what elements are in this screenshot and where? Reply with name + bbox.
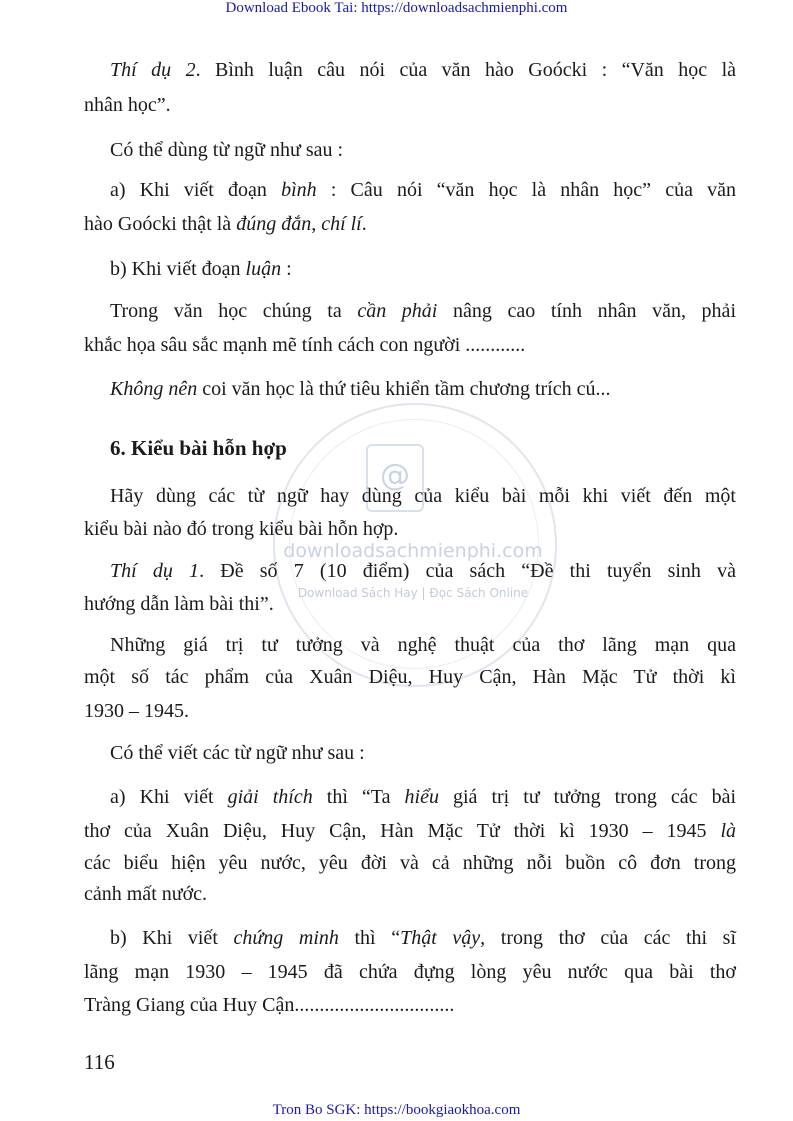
paragraph-line: Hãy dùng các từ ngữ hay dùng của kiểu bài mỗi khi viết đến một — [110, 485, 736, 507]
paragraph-line: kiểu bài nào đó trong kiểu bài hỗn hợp. — [84, 518, 399, 540]
paragraph-line: hào Goócki thật là đúng đắn, chí lí. — [84, 213, 367, 235]
section-heading: 6. Kiểu bài hỗn hợp — [110, 436, 287, 460]
paragraph-line: b) Khi viết đoạn luận : — [110, 258, 292, 280]
paragraph-line: Thí dụ 1. Đề số 7 (10 điểm) của sách “Đề thi tuyển sinh và — [110, 560, 736, 582]
paragraph-line: Có thể dùng từ ngữ như sau : — [110, 139, 344, 161]
paragraph-line: thơ của Xuân Diệu, Huy Cận, Hàn Mặc Tử thời kì 1930 – 1945 là — [84, 820, 736, 842]
book-at-icon: @ — [366, 444, 424, 512]
paragraph-line: khắc họa sâu sắc mạnh mẽ tính cách con người ............ — [84, 334, 526, 356]
paragraph-line: a) Khi viết giải thích thì “Ta hiểu giá trị tư tưởng trong các bài — [110, 786, 737, 808]
paragraph-line: nhân học”. — [84, 94, 171, 116]
watermark-tagline: Download Sách Hay | Đọc Sách Online — [297, 586, 529, 600]
paragraph-line: Có thể viết các từ ngữ như sau : — [110, 742, 365, 764]
paragraph-line: b) Khi viết chứng minh thì “Thật vậy, trong thơ của các thi sĩ — [110, 927, 736, 949]
paragraph-line: hướng dẫn làm bài thi”. — [84, 593, 274, 615]
paragraph-line: Thí dụ 2. Bình luận câu nói của văn hào Goócki : “Văn học là — [110, 59, 736, 81]
paragraph-line: 1930 – 1945. — [84, 700, 189, 722]
page-footer-link[interactable]: Tron Bo SGK: https://bookgiaokhoa.com — [272, 1102, 521, 1118]
paragraph-line: a) Khi viết đoạn bình : Câu nói “văn học là nhân học” của văn — [110, 179, 737, 201]
page-number: 116 — [84, 1050, 115, 1074]
paragraph-line: lãng mạn 1930 – 1945 đã chứa đựng lòng yêu nước qua bài thơ — [84, 961, 736, 983]
paragraph-line: cảnh mất nước. — [84, 883, 208, 905]
paragraph-line: Không nên coi văn học là thứ tiêu khiển tầm chương trích cú... — [110, 378, 611, 400]
page-header-link[interactable]: Download Ebook Tai: https://downloadsachmienphi.com — [225, 0, 568, 16]
watermark-site: downloadsachmienphi.com — [283, 540, 543, 562]
paragraph-line: Trong văn học chúng ta cần phải nâng cao tính nhân văn, phải — [110, 300, 736, 322]
paragraph-line: Tràng Giang của Huy Cận................................ — [84, 994, 455, 1016]
paragraph-line: Những giá trị tư tưởng và nghệ thuật của thơ lãng mạn qua — [110, 634, 736, 656]
paragraph-line: một số tác phẩm của Xuân Diệu, Huy Cận, Hàn Mặc Tử thời kì — [84, 666, 736, 688]
paragraph-line: các biểu hiện yêu nước, yêu đời và cả những nỗi buồn cô đơn trong — [84, 852, 736, 874]
